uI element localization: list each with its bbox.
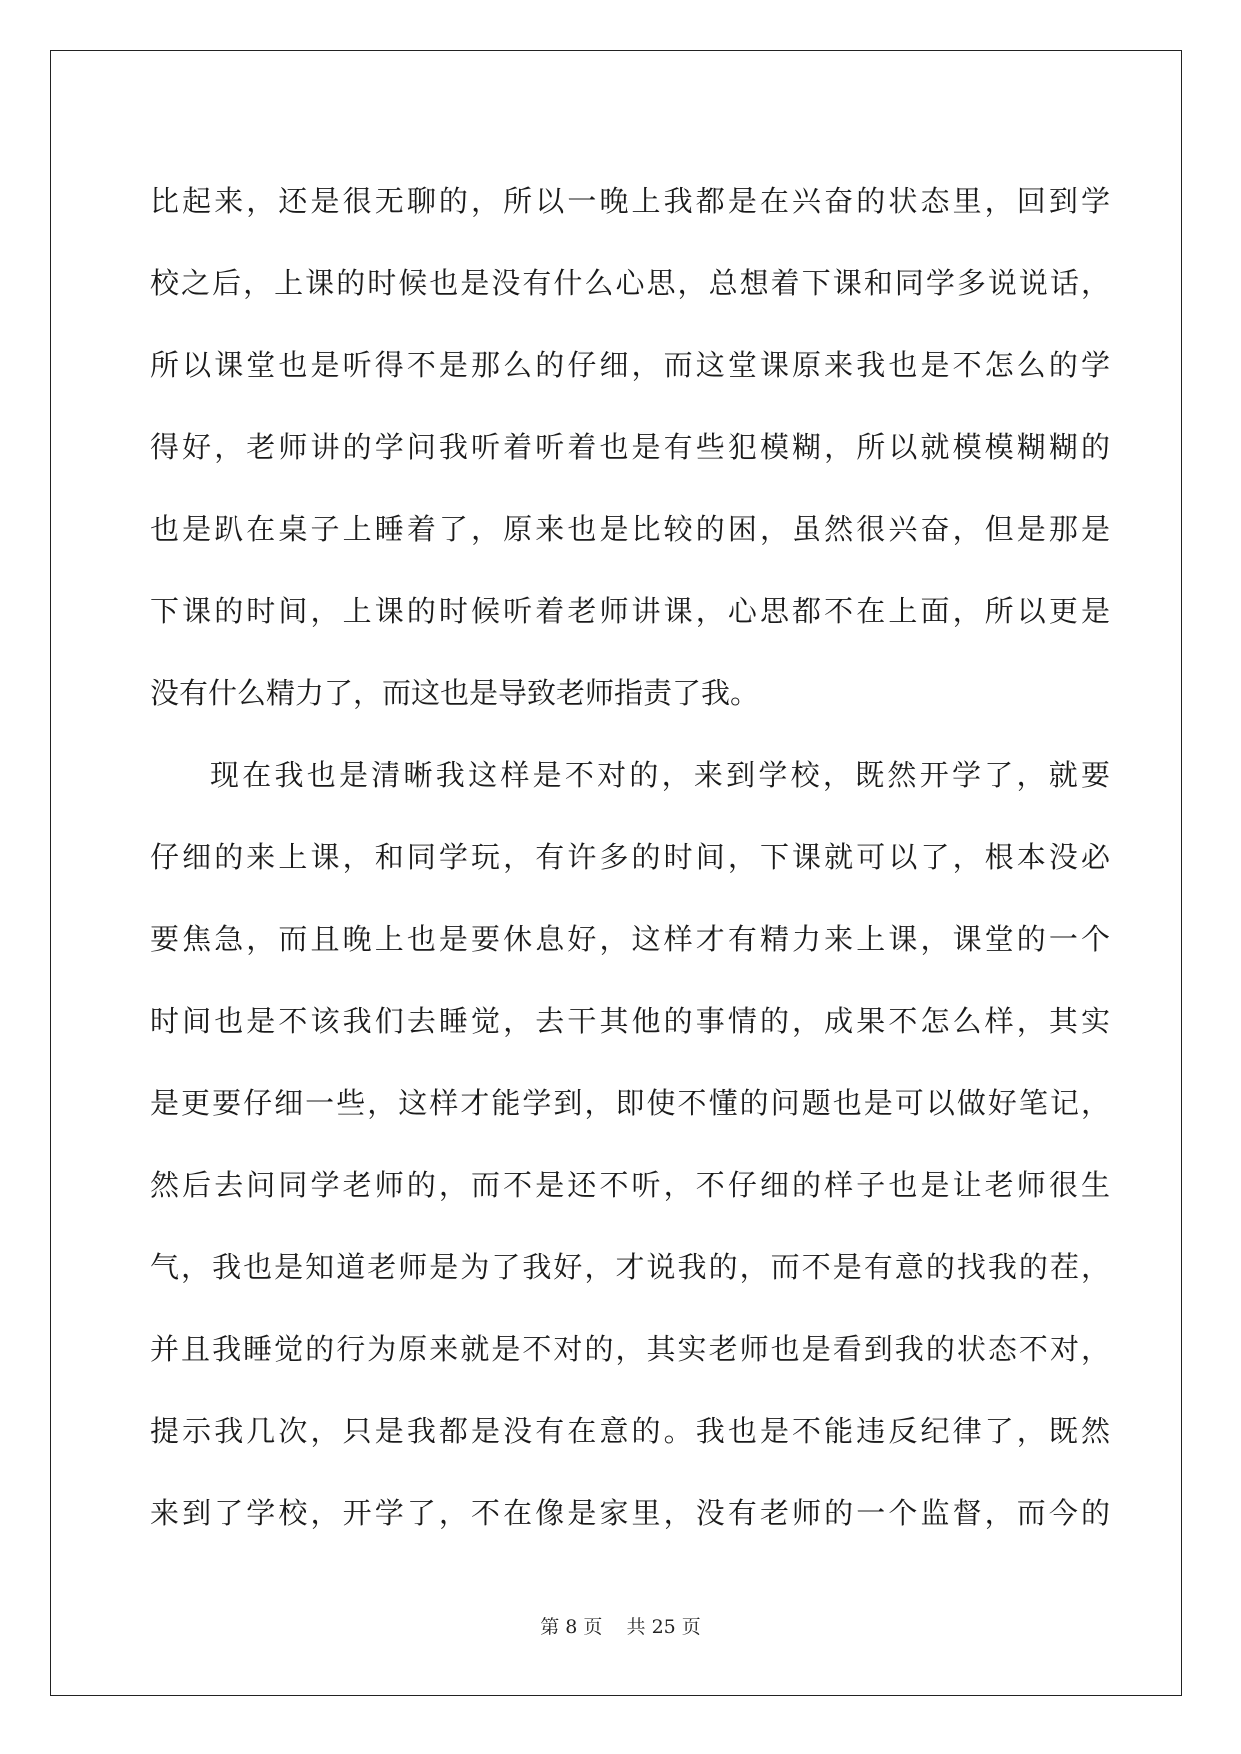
text-line: 然后去问同学老师的，而不是还不听，不仔细的样子也是让老师很生 xyxy=(150,1168,1110,1202)
text-line: 是更要仔细一些，这样才能学到，即使不懂的问题也是可以做好笔记， xyxy=(150,1086,1110,1120)
page-total: 共 25 页 xyxy=(626,1616,701,1638)
text-line: 提示我几次，只是我都是没有在意的。我也是不能违反纪律了，既然 xyxy=(150,1414,1110,1448)
paragraph-first-line: 现在我也是清晰我这样是不对的，来到学校，既然开学了，就要 xyxy=(210,758,1110,792)
text-line: 没有什么精力了，而这也是导致老师指责了我。 xyxy=(150,676,760,710)
text-line: 所以课堂也是听得不是那么的仔细，而这堂课原来我也是不怎么的学 xyxy=(150,348,1110,382)
text-line: 气，我也是知道老师是为了我好，才说我的，而不是有意的找我的茬， xyxy=(150,1250,1110,1284)
text-line: 下课的时间，上课的时候听着老师讲课，心思都不在上面，所以更是 xyxy=(150,594,1110,628)
text-line: 时间也是不该我们去睡觉，去干其他的事情的，成果不怎么样，其实 xyxy=(150,1004,1110,1038)
page-number: 第 8 页 xyxy=(540,1616,603,1638)
page-footer xyxy=(0,1612,1241,1639)
text-line: 仔细的来上课，和同学玩，有许多的时间，下课就可以了，根本没必 xyxy=(150,840,1110,874)
text-line: 比起来，还是很无聊的，所以一晚上我都是在兴奋的状态里，回到学 xyxy=(150,184,1110,218)
text-line: 要焦急，而且晚上也是要休息好，这样才有精力来上课，课堂的一个 xyxy=(150,922,1110,956)
document-body xyxy=(150,160,1110,1554)
text-line: 校之后，上课的时候也是没有什么心思，总想着下课和同学多说说话， xyxy=(150,266,1110,300)
text-line: 也是趴在桌子上睡着了，原来也是比较的困，虽然很兴奋，但是那是 xyxy=(150,512,1110,546)
text-line: 并且我睡觉的行为原来就是不对的，其实老师也是看到我的状态不对， xyxy=(150,1332,1110,1366)
text-line: 得好，老师讲的学问我听着听着也是有些犯模糊，所以就模模糊糊的 xyxy=(150,430,1110,464)
text-line: 来到了学校，开学了，不在像是家里，没有老师的一个监督，而今的 xyxy=(150,1496,1110,1530)
